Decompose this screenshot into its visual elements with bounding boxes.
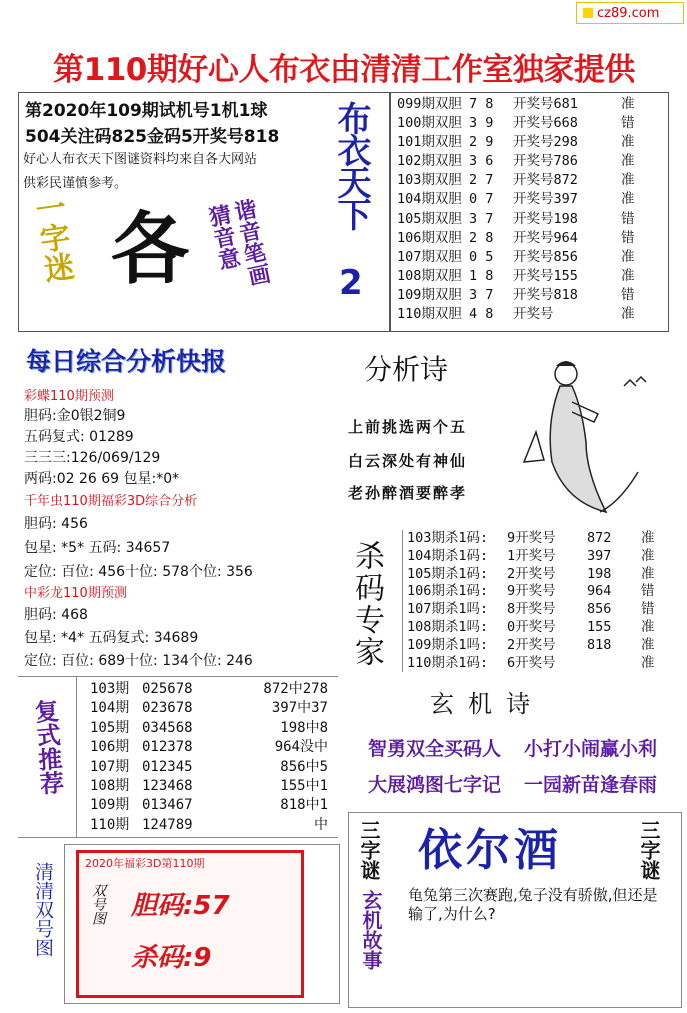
history-row — [397, 286, 668, 305]
history-t: 开奖号 — [513, 306, 554, 323]
fushi-p: 108期 — [90, 778, 130, 795]
fushi-c: 012345 — [142, 758, 193, 775]
kill-r: 错 — [641, 583, 655, 600]
kill-p: 105期杀1码: — [407, 565, 489, 582]
trial-number-line: 第2020年109期试机号1机1球 — [25, 101, 268, 121]
fushi-r: 397中37 — [271, 700, 328, 717]
zcl-line-3: 定位: 百位: 689十位: 134个位: 246 — [24, 653, 253, 669]
history-t: 开奖号786 — [513, 153, 578, 170]
history-row — [397, 267, 668, 286]
fushi-row — [90, 758, 328, 777]
fushi-p: 103期 — [90, 681, 130, 697]
riddle-big-character: 各 — [111, 205, 190, 295]
history-d: 3 7 — [469, 210, 494, 227]
brand-number: 2 — [339, 263, 363, 303]
reference-note: 供彩民谨慎参考。 — [23, 176, 128, 191]
fushi-p: 109期 — [90, 797, 130, 814]
kill-k: 6开奖号 — [507, 654, 556, 671]
fushi-r: 818中1 — [280, 797, 328, 814]
history-p: 109期双胆 — [397, 286, 462, 303]
history-d: 1 8 — [469, 267, 494, 284]
kill-k: 0开奖号 — [507, 618, 556, 635]
fushi-panel — [18, 676, 338, 838]
history-row — [397, 114, 668, 133]
history-r: 错 — [621, 210, 635, 227]
fushi-c: 124789 — [142, 816, 193, 833]
sha-code: 杀码:9 — [131, 943, 212, 973]
history-r: 准 — [621, 172, 635, 189]
kill-n: 198 — [587, 565, 612, 582]
kill-k: 9开奖号 — [507, 530, 556, 546]
history-r: 准 — [621, 96, 635, 112]
top-left-panel — [18, 92, 390, 332]
history-r: 错 — [621, 115, 635, 132]
history-row — [397, 248, 668, 267]
kill-n: 155 — [587, 618, 612, 635]
story-text: 龟兔第三次赛跑,兔子没有骄傲,但还是输了,为什么? — [408, 886, 658, 923]
kill-r: 准 — [641, 636, 655, 653]
fushi-row — [90, 777, 328, 796]
history-r: 准 — [621, 191, 635, 208]
fushi-c: 034568 — [142, 719, 193, 736]
kill-k: 2开奖号 — [507, 636, 556, 653]
fushi-row — [90, 796, 328, 815]
history-p: 104期双胆 — [397, 191, 462, 208]
fushi-row — [90, 816, 328, 835]
history-row — [397, 152, 668, 171]
kill-r: 错 — [641, 601, 655, 618]
history-d: 2 8 — [469, 229, 494, 246]
history-r: 错 — [621, 229, 635, 246]
kill-row — [407, 566, 682, 584]
zcl-line-1: 胆码: 468 — [24, 607, 88, 623]
fushi-p: 110期 — [90, 816, 130, 833]
kill-k: 2开奖号 — [507, 565, 556, 582]
history-d: 3 9 — [469, 115, 494, 132]
fushi-label: 复式推荐 — [29, 698, 65, 796]
history-rows — [397, 95, 668, 324]
kill-k: 1开奖号 — [507, 547, 556, 564]
history-r: 准 — [621, 153, 635, 170]
qnc-line-1: 胆码: 456 — [24, 516, 88, 532]
logo-square-icon — [583, 8, 593, 18]
kill-p: 104期杀1码: — [407, 547, 489, 564]
fushi-p: 105期 — [90, 719, 130, 736]
kill-row — [407, 583, 682, 601]
fushi-r: 964没中 — [274, 739, 328, 756]
caidie-line-3: 三三三:126/069/129 — [24, 450, 161, 466]
riddle-label-left: 三字谜 — [357, 820, 381, 880]
kill-r: 准 — [641, 530, 655, 546]
history-p: 108期双胆 — [397, 267, 462, 284]
history-t: 开奖号198 — [513, 210, 578, 227]
kill-n: 818 — [587, 636, 612, 653]
history-d: 0 5 — [469, 248, 494, 265]
analysis-panel — [24, 388, 338, 673]
xuanji-line-2b: 一园新苗逢春雨 — [524, 774, 658, 796]
poem-panel — [344, 340, 679, 532]
caidie-line-4: 两码:02 26 69 包星:*0* — [24, 471, 180, 487]
xuanji-title: 玄机诗 — [430, 690, 544, 718]
history-p: 107期双胆 — [397, 248, 462, 265]
history-d: 3 6 — [469, 153, 494, 170]
kill-r: 准 — [641, 565, 655, 582]
kill-n: 872 — [587, 530, 612, 546]
fushi-c: 025678 — [142, 681, 193, 697]
history-t: 开奖号681 — [513, 96, 578, 112]
riddle-answer: 依尔酒 — [418, 825, 562, 876]
xuanji-line-1a: 智勇双全买码人 — [368, 738, 502, 760]
fushi-row — [90, 719, 328, 738]
kill-k: 8开奖号 — [507, 601, 556, 618]
poem-line-1: 上前挑选两个五 — [348, 418, 468, 436]
history-t: 开奖号155 — [513, 267, 578, 284]
story-label: 玄机故事 — [359, 890, 383, 970]
history-t: 开奖号818 — [513, 286, 578, 303]
history-row — [397, 171, 668, 190]
history-p: 100期双胆 — [397, 115, 462, 132]
history-r: 准 — [621, 306, 635, 323]
fushi-c: 123468 — [142, 778, 193, 795]
brand-vertical: 布衣天下 — [331, 101, 371, 229]
dan-code: 胆码:57 — [131, 891, 230, 921]
kill-row — [407, 601, 682, 619]
history-row — [397, 133, 668, 152]
site-watermark[interactable] — [576, 2, 684, 24]
kill-code-label: 杀码专家 — [349, 540, 384, 668]
fushi-r: 中 — [314, 816, 328, 833]
riddle-hint-words: 谐音笔画 猜音意 — [203, 196, 272, 289]
caidie-line-1: 胆码:金0银2铜9 — [24, 408, 126, 424]
xuanji-line-2a: 大展鸿图七字记 — [368, 774, 502, 796]
one-character-riddle-label: 一字迷 — [27, 190, 76, 285]
xuanji-line-1b: 小打小闹赢小利 — [524, 738, 658, 760]
kill-r: 准 — [641, 618, 655, 635]
history-r: 准 — [621, 248, 635, 265]
history-row — [397, 95, 668, 114]
kill-code-table — [402, 530, 682, 672]
fushi-row — [90, 680, 328, 699]
focus-code-line: 504关注码825金码5开奖号818 — [25, 127, 280, 147]
kill-n: 397 — [587, 547, 612, 564]
fushi-c: 012378 — [142, 739, 193, 756]
fushi-rows — [90, 680, 328, 835]
history-table — [390, 92, 669, 332]
fushi-r: 155中1 — [280, 778, 328, 795]
history-r: 准 — [621, 267, 635, 284]
history-row — [397, 210, 668, 229]
history-t: 开奖号397 — [513, 191, 578, 208]
kill-n: 856 — [587, 601, 612, 618]
qnc-line-3: 定位: 百位: 456十位: 578个位: 356 — [24, 564, 253, 580]
shuanghao-box — [76, 850, 304, 998]
history-d: 4 8 — [469, 306, 494, 323]
kill-p: 110期杀1码: — [407, 654, 489, 671]
history-d: 3 7 — [469, 286, 494, 303]
history-p: 102期双胆 — [397, 153, 462, 170]
kill-p: 109期杀1吗: — [407, 636, 489, 653]
history-row — [397, 229, 668, 248]
kill-row — [407, 637, 682, 655]
analysis-header: 每日综合分析快报 — [26, 347, 227, 376]
section-title-caidie: 彩蝶110期预测 — [24, 389, 114, 404]
fushi-p: 106期 — [90, 739, 130, 756]
kill-row — [407, 619, 682, 637]
zcl-line-2: 包星: *4* 五码复式: 34689 — [24, 630, 199, 646]
history-p: 103期双胆 — [397, 172, 462, 189]
kill-p: 108期杀1吗: — [407, 618, 489, 635]
kill-k: 9开奖号 — [507, 583, 556, 600]
watermark-text: cz89.com — [597, 5, 660, 21]
shuanghao-title: 2020年福彩3D第110期 — [85, 857, 205, 870]
history-row — [397, 305, 668, 324]
history-p: 105期双胆 — [397, 210, 462, 227]
history-d: 2 9 — [469, 134, 494, 151]
history-p: 106期双胆 — [397, 229, 462, 246]
history-t: 开奖号668 — [513, 115, 578, 132]
qnc-line-2: 包星: *5* 五码: 34657 — [24, 540, 171, 556]
section-title-zhongcailong: 中彩龙110期预测 — [24, 586, 127, 601]
kill-p: 106期杀1码: — [407, 583, 489, 600]
history-t: 开奖号298 — [513, 134, 578, 151]
history-d: 2 7 — [469, 172, 494, 189]
history-r: 准 — [621, 134, 635, 151]
poem-title: 分析诗 — [364, 353, 449, 386]
poem-line-2: 白云深处有神仙 — [348, 452, 468, 470]
fushi-row — [90, 699, 328, 718]
source-note: 好心人布衣天下图谜资料均来自各大网站 — [23, 152, 258, 167]
fushi-r: 856中5 — [280, 758, 328, 775]
shuanghao-small-label: 双号图 — [90, 883, 106, 925]
history-p: 099期双胆 — [397, 96, 462, 112]
history-t: 开奖号856 — [513, 248, 578, 265]
section-title-qiannianchong: 千年虫110期福彩3D综合分析 — [24, 494, 198, 509]
kill-row — [407, 548, 682, 566]
kill-row — [407, 655, 682, 673]
kill-p: 103期杀1码: — [407, 530, 489, 546]
history-r: 错 — [621, 286, 635, 303]
history-d: 7 8 — [469, 96, 494, 112]
fushi-p: 104期 — [90, 700, 130, 717]
fushi-p: 107期 — [90, 758, 130, 775]
fushi-c: 023678 — [142, 700, 193, 717]
caidie-line-2: 五码复式: 01289 — [24, 429, 134, 445]
history-row — [397, 190, 668, 209]
fushi-row — [90, 738, 328, 757]
sage-illustration-icon — [516, 352, 656, 522]
history-d: 0 7 — [469, 191, 494, 208]
poem-line-3: 老孙醉酒要醉孝 — [348, 484, 468, 502]
fushi-c: 013467 — [142, 797, 193, 814]
kill-r: 准 — [641, 654, 655, 671]
shuanghao-side-label: 清清双号图 — [32, 862, 54, 957]
fushi-r: 872中278 — [263, 681, 328, 697]
history-p: 101期双胆 — [397, 134, 462, 151]
kill-p: 107期杀1吗: — [407, 601, 489, 618]
fushi-r: 198中8 — [280, 719, 328, 736]
kill-r: 准 — [641, 547, 655, 564]
kill-n: 964 — [587, 583, 612, 600]
kill-row — [407, 530, 682, 548]
history-t: 开奖号872 — [513, 172, 578, 189]
history-p: 110期双胆 — [397, 306, 462, 323]
page-title: 第110期好心人布衣由清清工作室独家提供 — [53, 52, 635, 88]
history-t: 开奖号964 — [513, 229, 578, 246]
riddle-label-right: 三字谜 — [637, 820, 661, 880]
